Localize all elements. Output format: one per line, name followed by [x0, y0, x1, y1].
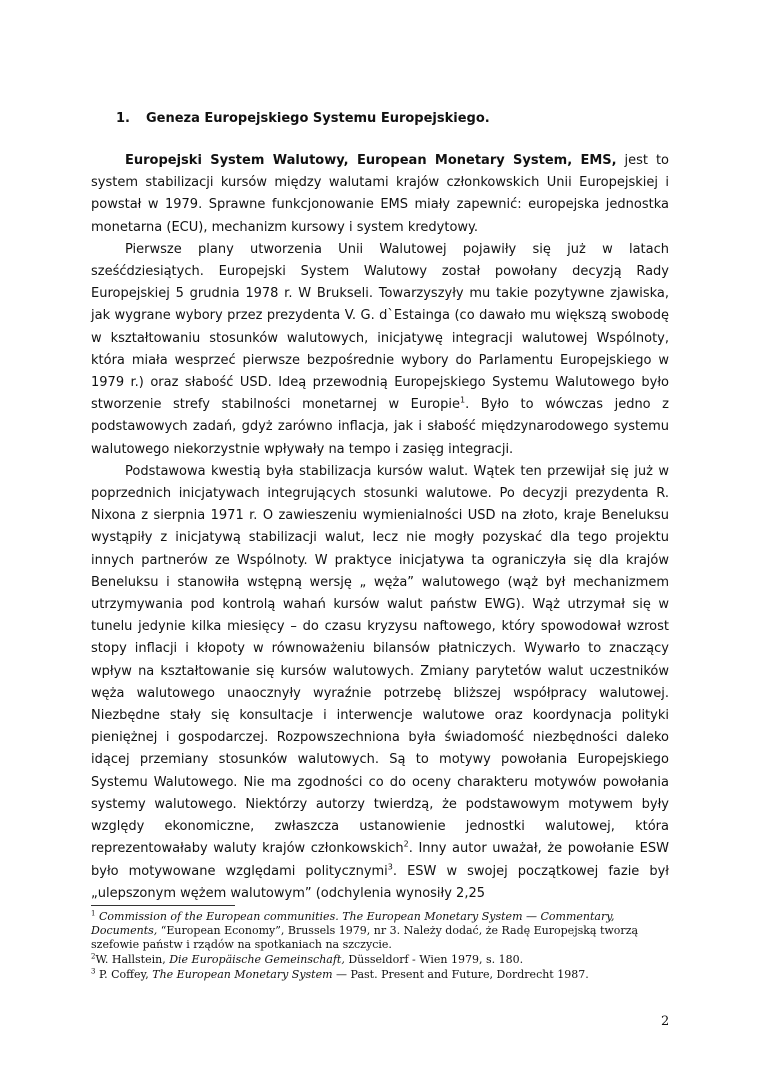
footnote-ref-1[interactable]: 1 [459, 395, 466, 405]
paragraph-3-text-a: Podstawowa kwestią była stabilizacja kursów walut. Wątek ten przewijał się już w poprzednich inicjatywach integrujących stosunki walutowe. Po decyzji prezydenta R. Nixona z sierpnia 1971 r. O zawieszeniu wymienialności USD na złoto, kraje Beneluksu wystąpiły z inicjatywą stabilizacji walut, lecz nie mogły pozyskać dla tego projektu innych partnerów ze Wspólnoty. W praktyce inicjatywa ta ograniczyła się dla krajów Beneluksu i stanowiła wstępną wersję „ węża” walutowego (wąż był mechanizmem utrzymywania pod kontrolą wahań kursów walut państw EWG). Wąż utrzymał się w tunelu jedynie kilka miesięcy – do czasu kryzysu naftowego, który spowodował wzrost stopy inflacji i kłopoty w równoważeniu bilansów płatniczych. Wywarło to znaczący wpływ na kształtowanie się kursów walutowych. Zmiany parytetów walut uczestników węża walutowego unaocznyły wyraźnie potrzebę bliższej współpracy walutowej. Niezbędne stały się konsultacje i interwencje walutowe oraz koordynacja polityki pieniężnej i gospodarczej. Rozpowszechniona była świadomość niezbędności daleko idącej przemiany stosunków walutowych. Są to motywy powołania Europejskiego Systemu Walutowego. Nie ma zgodności co do oceny charakteru motywów powołania systemy walutowego. Niektórzy autorzy twierdzą, że podstawowym motywem były względy ekonomiczne, zwłaszcza ustanowienie jednostki walutowej, która reprezentowałaby waluty krajów członkowskich [91, 463, 669, 857]
footnote-3-italic: The European Monetary System [152, 968, 333, 981]
body-text [91, 150, 669, 905]
paragraph-1-text: jest to system stabilizacji kursów między walutami krajów członkowskich Unii Europejskiej i powstał w 1979. Sprawne funkcjonowanie EMS miały zapewnić: europejska jednostka monetarna (ECU), mechanizm kursowy i system kredytowy. [91, 153, 669, 235]
paragraph-3-text-c: . ESW w swojej początkowej fazie był „ulepszonym wężem walutowym” (odchylenia wynosiły 2,25 [91, 863, 669, 901]
section-heading [116, 111, 490, 126]
page-number: 2 [661, 1014, 670, 1029]
paragraph-1 [91, 150, 669, 239]
footnote-3-text-b: — Past. Present and Future, Dordrecht 1987. [332, 968, 589, 981]
footnotes [91, 910, 669, 983]
footnote-3-mark: 3 [91, 967, 96, 976]
section-number: 1. [116, 111, 130, 126]
footnote-1-text: “European Economy”, Brussels 1979, nr 3. Należy dodać, że Radę Europejską tworzą szefowie państw i rządów na spotkaniach na szczycie. [91, 924, 639, 951]
footnote-1 [91, 910, 669, 952]
footnote-3 [91, 968, 669, 982]
footnote-2-italic: Die Europäische Gemeinschaft, [169, 953, 345, 966]
footnote-ref-2[interactable]: 2 [403, 839, 409, 849]
paragraph-2 [91, 239, 669, 461]
footnote-ref-3[interactable]: 3 [387, 862, 393, 872]
footnote-1-mark: 1 [91, 909, 96, 918]
footnote-2-mark: 2 [91, 952, 96, 961]
section-title: Geneza Europejskiego Systemu Europejskiego. [146, 111, 490, 126]
footnote-2-text-b: Düsseldorf - Wien 1979, s. 180. [344, 953, 524, 966]
paragraph-3 [91, 461, 669, 905]
footnote-2-text-a: W. Hallstein, [95, 953, 170, 966]
footnote-separator [91, 905, 235, 906]
footnote-2 [91, 953, 669, 967]
paragraph-2-text-a: Pierwsze plany utworzenia Unii Walutowej pojawiły się już w latach sześćdziesiątych. Europejski System Walutowy został powołany decyzją Rady Europejskiej 5 grudnia 1978 r. W Brukseli. Towarzyszyły mu takie pozytywne zjawiska, jak wygrane wybory przez prezydenta V. G. d`Estainga (co dawało mu większą swobodę w kształtowaniu stosunków walutowych, inicjatywę integracji walutowej Wspólnoty, która miała wesprzeć pierwsze bezpośrednie wybory do Parlamentu Europejskiego w 1979 r.) oraz słabość USD. Ideą przewodnią Europejskiego Systemu Walutowego było stworzenie strefy stabilności monetarnej w Europie [91, 241, 669, 413]
footnote-1-italic: Commission of the European communities. The European Monetary System — Commentary, Documents, [91, 910, 615, 937]
paragraph-1-bold-lead: Europejski System Walutowy, European Monetary System, EMS, [125, 153, 617, 168]
footnote-3-text-a: P. Coffey, [98, 968, 153, 981]
paragraph-2-text-b: . Było to wówczas jedno z podstawowych zadań, gdyż zarówno inflacja, jak i słabość międzynarodowego systemu walutowego niekorzystnie wpływały na tempo i zasięg integracji. [91, 397, 669, 457]
paragraph-3-text-b: . Inny autor uważał, że powołanie ESW było motywowane względami politycznymi [91, 841, 669, 879]
